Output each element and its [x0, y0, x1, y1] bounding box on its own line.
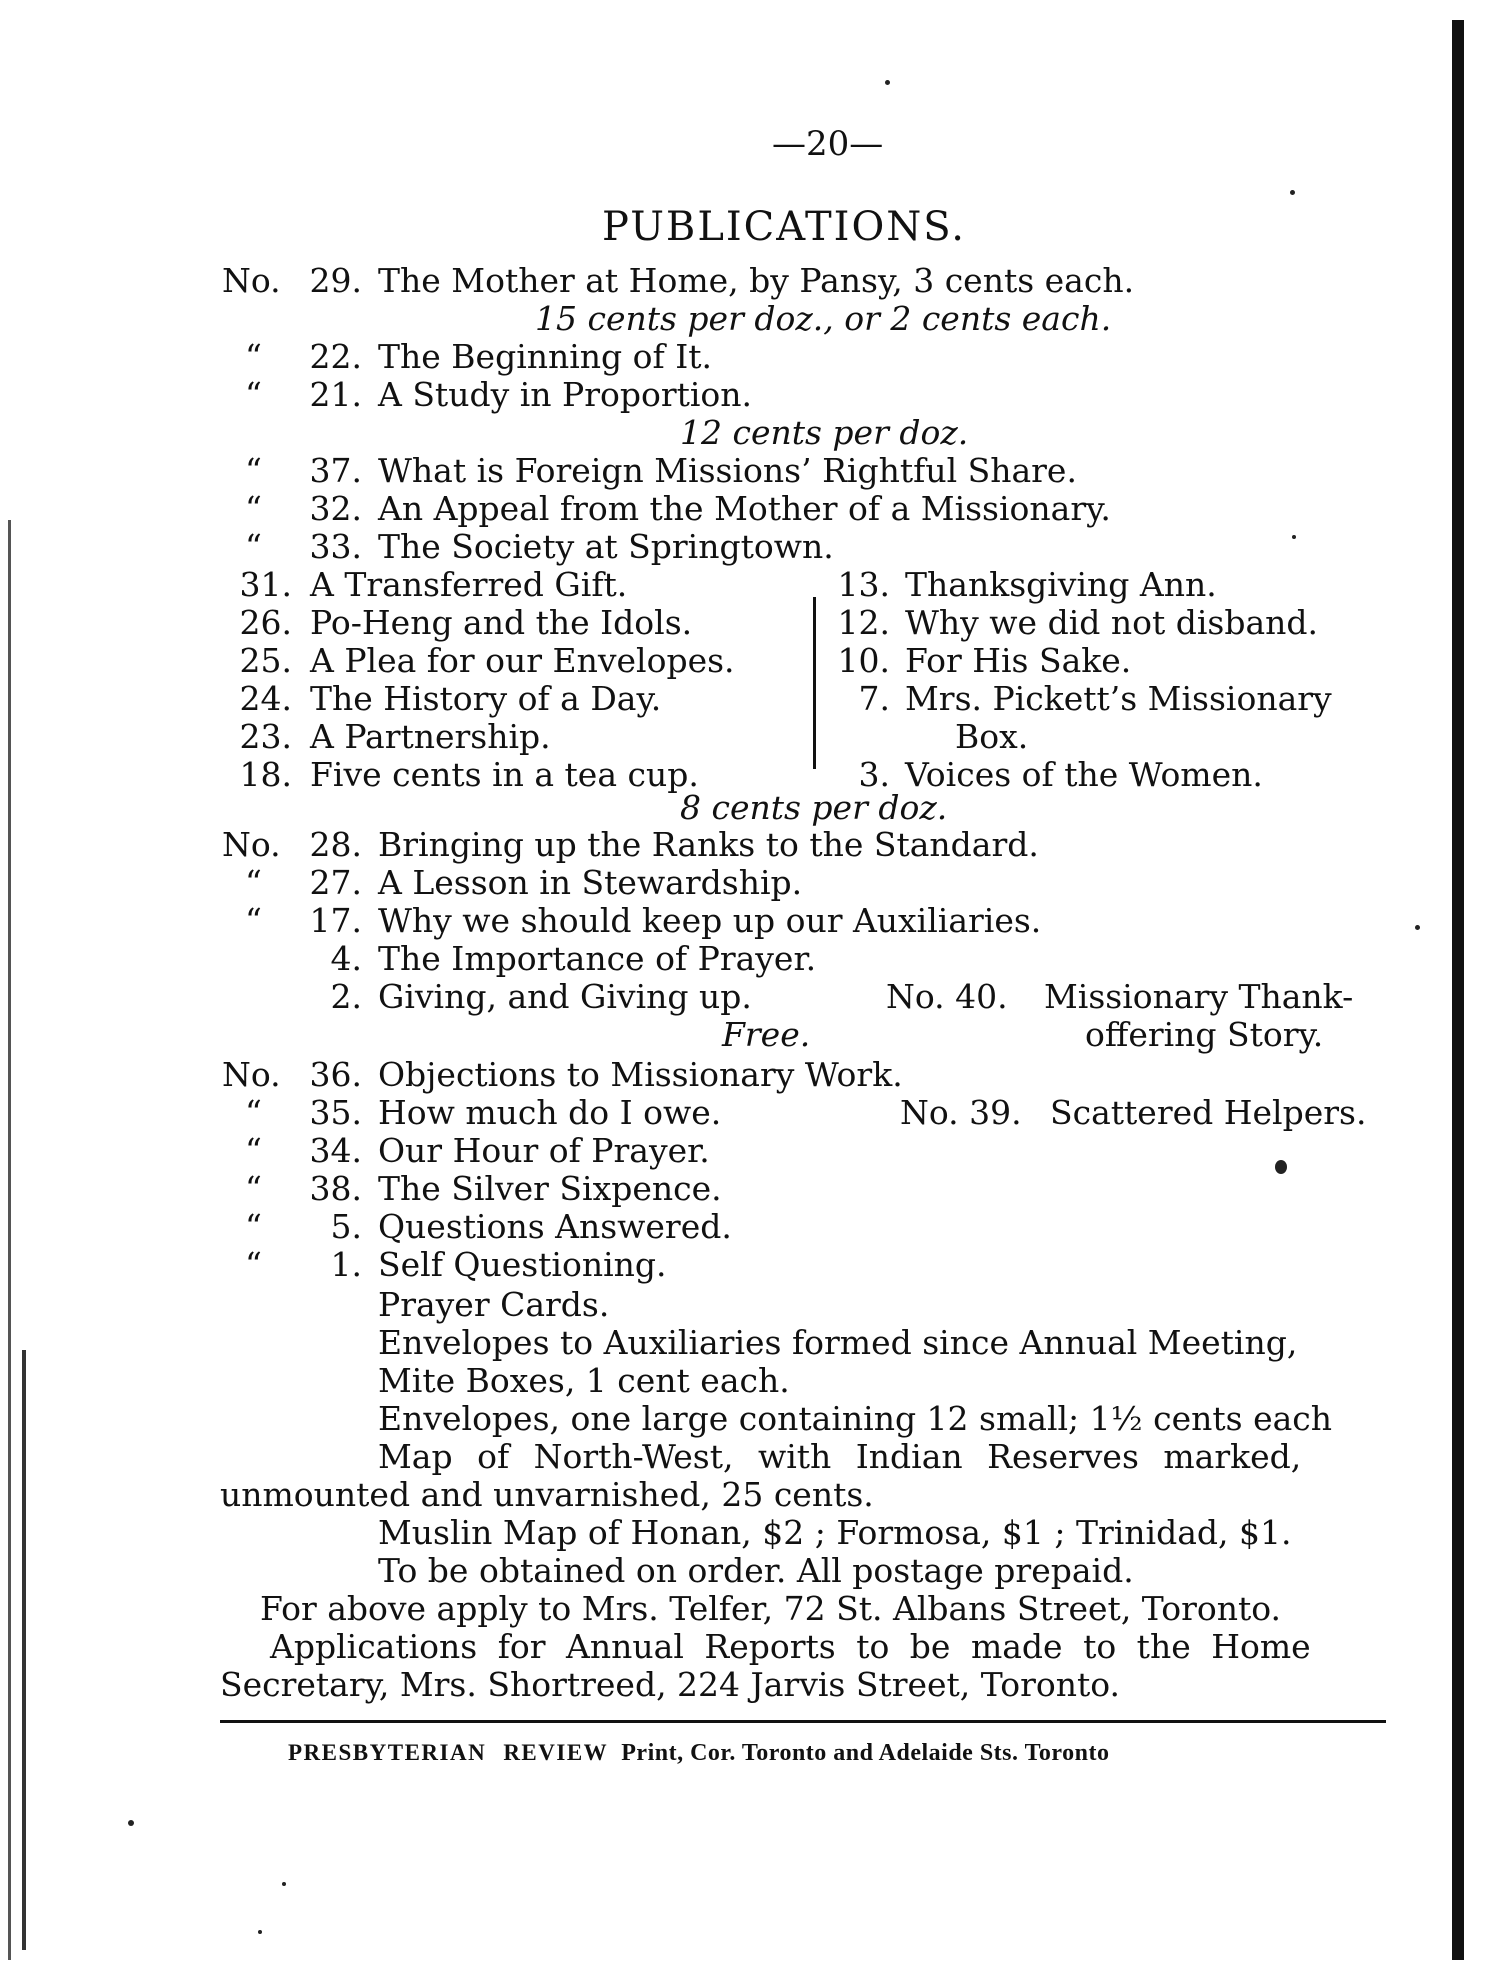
list-prefix: “	[245, 1131, 262, 1170]
page-number: —20—	[772, 124, 884, 164]
speck	[1292, 535, 1296, 539]
list-number: 33.	[309, 527, 362, 566]
list-title: A Lesson in Stewardship.	[378, 863, 803, 902]
heading-8-cents: 8 cents per doz.	[680, 788, 948, 827]
right-col-title: For His Sake.	[905, 641, 1132, 680]
list-prefix: No.	[222, 261, 281, 300]
left-col-title: The History of a Day.	[310, 679, 662, 718]
left-col-title: Five cents in a tea cup.	[310, 755, 699, 794]
no39-text: Scattered Helpers.	[1050, 1093, 1367, 1132]
list-prefix: “	[245, 451, 262, 490]
no39-label: No. 39.	[900, 1093, 1022, 1132]
list-number: 5.	[330, 1207, 362, 1246]
list-number: 17.	[309, 901, 362, 940]
list-title: The Silver Sixpence.	[378, 1169, 722, 1208]
misc-envelopes-auxiliaries: Envelopes to Auxiliaries formed since Annual Meeting,	[378, 1323, 1298, 1362]
right-col-number: 13.	[837, 565, 890, 604]
left-col-number: 25.	[239, 641, 292, 680]
list-number: 28.	[309, 825, 362, 864]
misc-prayer-cards: Prayer Cards.	[378, 1285, 610, 1324]
left-col-title: A Transferred Gift.	[310, 565, 628, 604]
list-prefix: “	[245, 1245, 262, 1284]
list-title: Our Hour of Prayer.	[378, 1131, 710, 1170]
list-number: 36.	[309, 1055, 362, 1094]
printer-imprint	[288, 1740, 1109, 1767]
list-number: 22.	[309, 337, 362, 376]
right-col-title: Voices of the Women.	[905, 755, 1263, 794]
list-number: 27.	[309, 863, 362, 902]
list-number: 32.	[309, 489, 362, 528]
list-prefix: “	[245, 863, 262, 902]
speck	[258, 1930, 262, 1934]
speck	[885, 80, 890, 85]
right-col-title: Box.	[955, 717, 1029, 756]
list-number: 2.	[330, 977, 362, 1016]
list-prefix: “	[245, 337, 262, 376]
left-edge-binding-2	[22, 1350, 26, 1950]
list-number: 38.	[309, 1169, 362, 1208]
left-col-title: Po-Heng and the Idols.	[310, 603, 693, 642]
left-col-title: A Plea for our Envelopes.	[310, 641, 735, 680]
list-number: 35.	[309, 1093, 362, 1132]
speck	[1415, 925, 1420, 930]
list-number: 34.	[309, 1131, 362, 1170]
no40-label: No. 40.	[886, 977, 1008, 1016]
list-title: The Mother at Home, by Pansy, 3 cents each.	[378, 261, 1135, 300]
list-title: What is Foreign Missions’ Rightful Share.	[378, 451, 1077, 490]
list-number: 4.	[330, 939, 362, 978]
right-edge-shadow	[1452, 20, 1464, 1960]
right-col-number: 7.	[858, 679, 890, 718]
list-title: How much do I owe.	[378, 1093, 722, 1132]
list-number: 37.	[309, 451, 362, 490]
right-col-number: 10.	[837, 641, 890, 680]
list-prefix: “	[245, 375, 262, 414]
misc-apply-telfer: For above apply to Mrs. Telfer, 72 St. Albans Street, Toronto.	[260, 1589, 1282, 1628]
list-title: A Study in Proportion.	[378, 375, 753, 414]
right-col-number: 12.	[837, 603, 890, 642]
misc-mite-boxes: Mite Boxes, 1 cent each.	[378, 1361, 790, 1400]
misc-obtained-on-order: To be obtained on order. All postage prepaid.	[378, 1551, 1134, 1590]
left-col-number: 24.	[239, 679, 292, 718]
right-col-number: 3.	[858, 755, 890, 794]
list-prefix: “	[245, 527, 262, 566]
list-title: The Importance of Prayer.	[378, 939, 817, 978]
right-col-title: Why we did not disband.	[905, 603, 1319, 642]
list-title: The Beginning of It.	[378, 337, 713, 376]
list-number: 1.	[330, 1245, 362, 1284]
list-title: The Society at Springtown.	[378, 527, 834, 566]
list-prefix: No.	[222, 1055, 281, 1094]
misc-applications-reports: Applications for Annual Reports to be made to the Home	[270, 1627, 1311, 1666]
list-prefix: “	[245, 489, 262, 528]
left-col-number: 31.	[239, 565, 292, 604]
heading-free: Free.	[722, 1015, 811, 1054]
list-title: An Appeal from the Mother of a Missionary.	[378, 489, 1111, 528]
list-prefix: “	[245, 901, 262, 940]
list-prefix: “	[245, 1093, 262, 1132]
left-col-number: 23.	[239, 717, 292, 756]
imprint-rest: Print, Cor. Toronto and Adelaide Sts. Toronto	[621, 1740, 1110, 1766]
misc-secretary: Secretary, Mrs. Shortreed, 224 Jarvis Street, Toronto.	[220, 1665, 1121, 1704]
price-heading: 15 cents per doz., or 2 cents each.	[535, 299, 1112, 338]
list-prefix: “	[245, 1207, 262, 1246]
left-col-title: A Partnership.	[310, 717, 551, 756]
left-edge-binding	[8, 520, 11, 1960]
speck	[1290, 190, 1295, 195]
list-title: Bringing up the Ranks to the Standard.	[378, 825, 1039, 864]
list-title: Objections to Missionary Work.	[378, 1055, 903, 1094]
list-prefix: “	[245, 1169, 262, 1208]
footer-rule	[220, 1720, 1386, 1723]
column-divider	[813, 597, 816, 769]
misc-muslin-map: Muslin Map of Honan, $2 ; Formosa, $1 ; Trinidad, $1.	[378, 1513, 1292, 1552]
list-title: Self Questioning.	[378, 1245, 667, 1284]
misc-map-north-west: Map of North-West, with Indian Reserves marked,	[378, 1437, 1302, 1476]
list-number: 21.	[309, 375, 362, 414]
imprint-review: REVIEW	[503, 1740, 609, 1765]
list-title: Giving, and Giving up.	[378, 977, 752, 1016]
no40-text-2: offering Story.	[1085, 1015, 1324, 1054]
right-col-title: Thanksgiving Ann.	[905, 565, 1217, 604]
misc-unmounted: unmounted and unvarnished, 25 cents.	[220, 1475, 874, 1514]
list-title: Questions Answered.	[378, 1207, 732, 1246]
speck	[282, 1882, 286, 1886]
imprint-presbyterian: PRESBYTERIAN	[288, 1740, 487, 1765]
speck	[1275, 1160, 1287, 1174]
left-col-number: 26.	[239, 603, 292, 642]
list-number: 29.	[309, 261, 362, 300]
page-title: PUBLICATIONS.	[602, 204, 966, 250]
no40-text-1: Missionary Thank-	[1044, 977, 1354, 1016]
price-heading: 12 cents per doz.	[680, 413, 969, 452]
list-prefix: No.	[222, 825, 281, 864]
left-col-number: 18.	[239, 755, 292, 794]
list-title: Why we should keep up our Auxiliaries.	[378, 901, 1042, 940]
right-col-title: Mrs. Pickett’s Missionary	[905, 679, 1332, 718]
speck	[128, 1820, 134, 1826]
misc-envelopes-large: Envelopes, one large containing 12 small; 1½ cents each	[378, 1399, 1333, 1438]
